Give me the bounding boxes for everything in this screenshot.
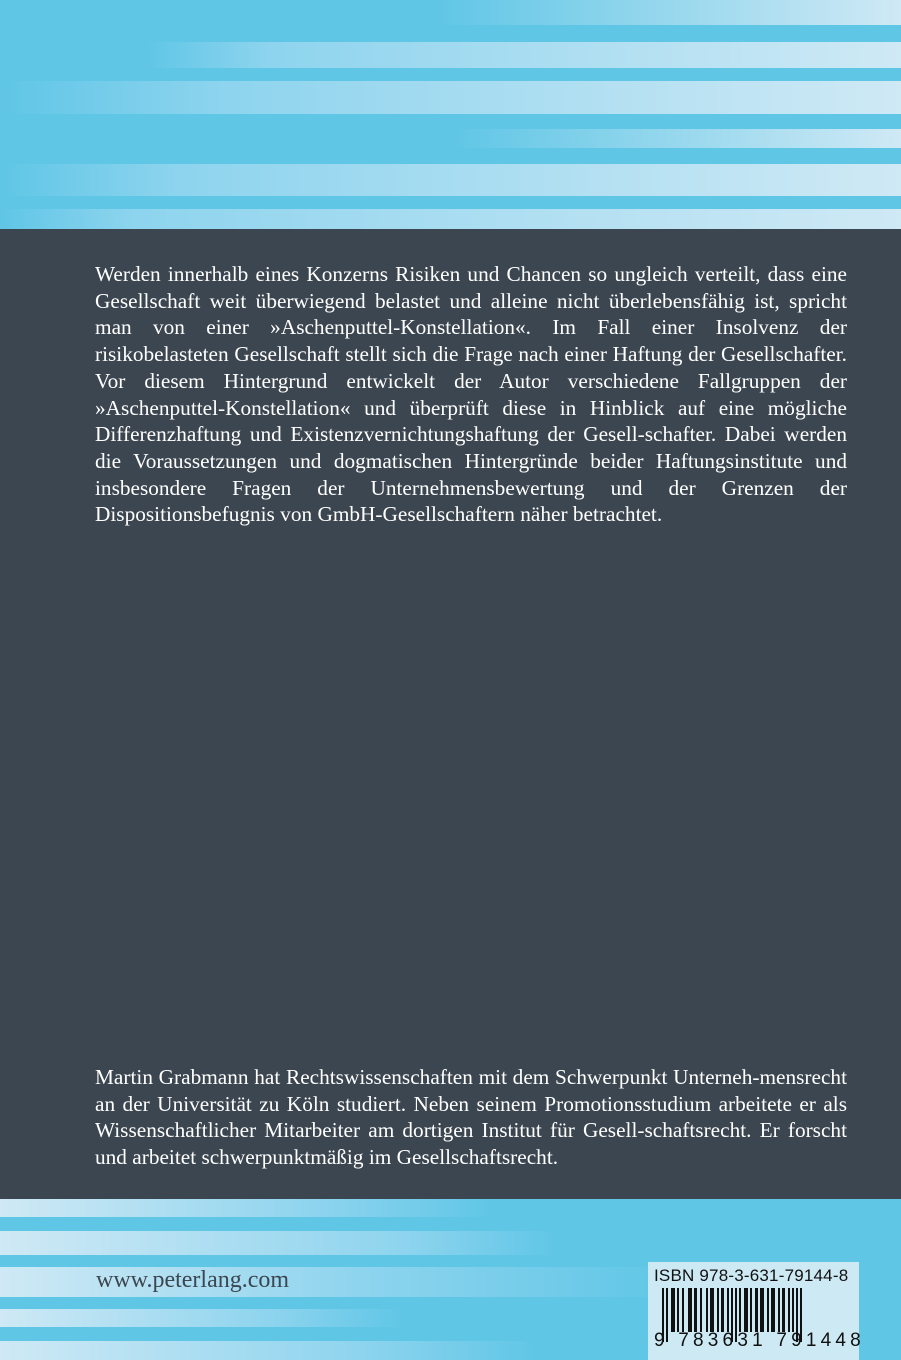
cover-text-panel (0, 229, 901, 1199)
top-stripe-band (0, 0, 901, 229)
author-bio: Martin Grabmann hat Rechtswissenschaften mit dem Schwerpunkt Unterneh-mensrecht an der Universität zu Köln studiert. Neben seinem Promotionsstudium arbeitete er als Wissenschaftlicher Mitarbeiter am dortigen Institut für Gesell-schaftsrecht. Er forscht und arbeitet schwerpunktmäßig im Gesellschaftsrecht. (95, 1065, 847, 1170)
isbn-label: ISBN 978-3-631-79144-8 (654, 1266, 849, 1285)
barcode-digits: 9 783631 791448 (654, 1330, 865, 1351)
publisher-website[interactable]: www.peterlang.com (96, 1267, 290, 1293)
isbn-barcode-box (648, 1262, 865, 1360)
book-blurb: Werden innerhalb eines Konzerns Risiken und Chancen so ungleich verteilt, dass eine Gesellschaft weit überwiegend belastet und alleine nicht überlebensfähig ist, spricht man von einer »Aschenputtel-Konstellation«. Im Fall einer Insolvenz der risikobelasteten Gesellschaft stellt sich die Frage nach einer Haftung der Gesellschafter. Vor diesem Hintergrund entwickelt der Autor verschiedene Fallgruppen der »Aschenputtel-Konstellation« und überprüft diese in Hinblick auf eine mögliche Differenzhaftung und Existenzvernichtungshaftung der Gesell-schafter. Dabei werden die Voraussetzungen und dogmatischen Hintergründe beider Haftungsinstitute und insbesondere Fragen der Unternehmensbewertung und der Grenzen der Dispositionsbefugnis von GmbH-Gesellschaftern näher betrachtet. (95, 262, 847, 527)
